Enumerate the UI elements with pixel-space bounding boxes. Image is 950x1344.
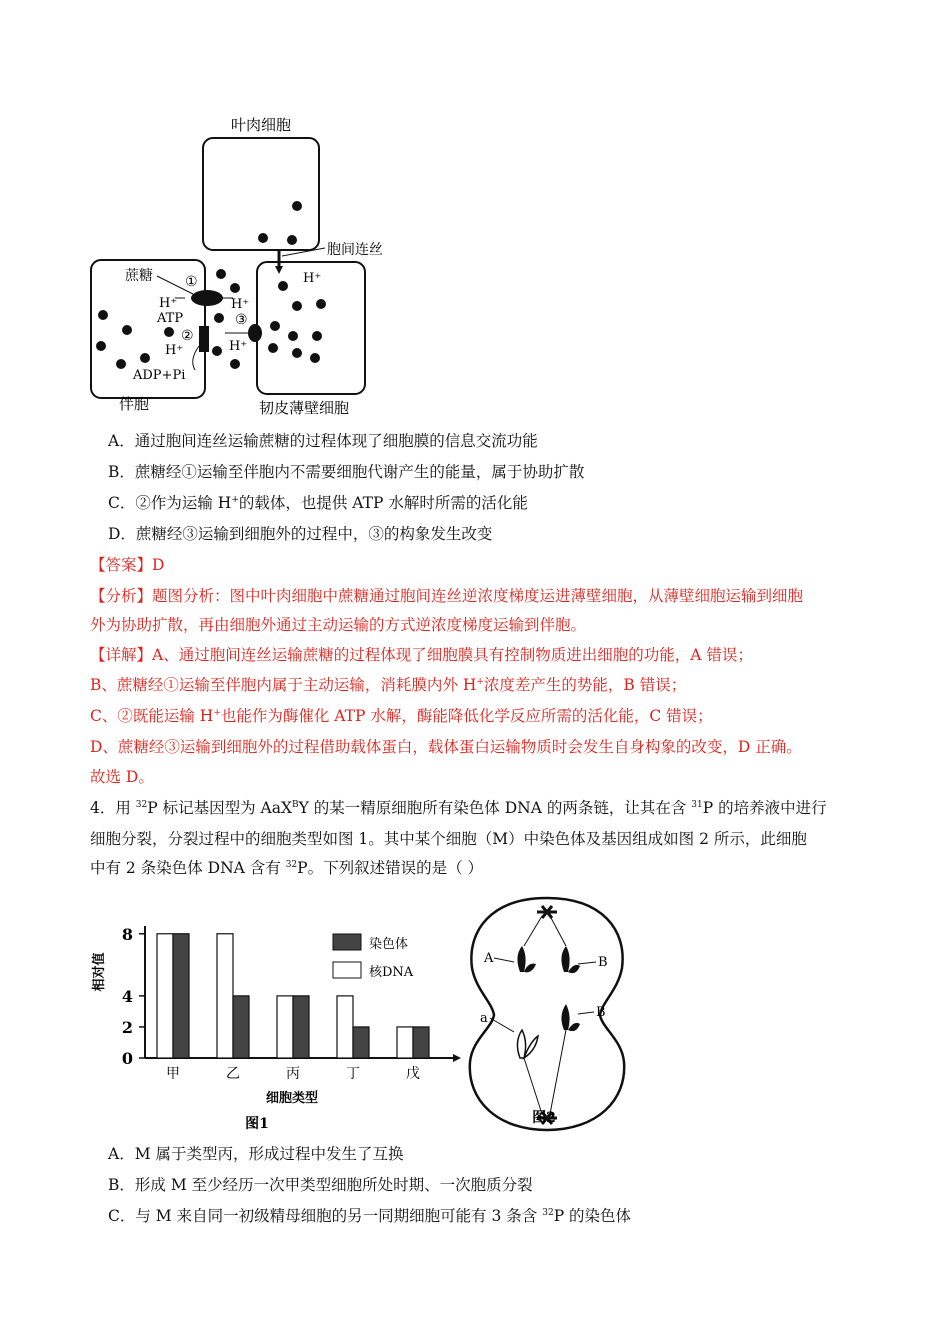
category-label: 戊	[406, 1066, 420, 1082]
sucrose-label: 蔗糖	[125, 268, 153, 284]
h-plus-2: H⁺	[165, 343, 184, 358]
y-tick-label: 0	[121, 1049, 133, 1068]
q3-detail-2: B、蔗糖经①运输至伴胞内属于主动运输，消耗膜内外 H+浓度差产生的势能，B 错误；	[90, 676, 687, 694]
q3-option-d: D．蔗糖经③运输到细胞外的过程中，③的构象发生改变	[108, 525, 493, 543]
bar-dna	[277, 996, 293, 1058]
bar-chromosome	[233, 996, 249, 1058]
q3-answer: 【答案】D	[90, 556, 165, 574]
h-plus-5: H⁺	[303, 271, 322, 286]
gene-label-B-lower: B	[596, 1005, 606, 1020]
fig2-title: 图2	[532, 1110, 556, 1126]
transport-diagram	[85, 108, 415, 420]
bar-chromosome	[413, 1027, 429, 1058]
bar-chromosome	[173, 934, 189, 1058]
bar-chromosome	[293, 996, 309, 1058]
marker-3: ③	[235, 312, 248, 328]
h-plus-4: H⁺	[229, 339, 248, 354]
bar-dna	[397, 1027, 413, 1058]
y-tick-label: 2	[121, 1017, 133, 1037]
y-axis-label: 相对值	[92, 952, 107, 992]
adp-pi-label: ADP+Pi	[133, 368, 186, 383]
mesophyll-label: 叶肉细胞	[230, 116, 292, 134]
category-label: 丁	[346, 1066, 360, 1082]
plasmodesmata-label: 胞间连丝	[327, 242, 383, 258]
x-axis-label: 细胞类型	[265, 1091, 319, 1106]
chart-title: 图1	[245, 1116, 269, 1132]
chromosome-upper-left	[517, 946, 525, 972]
q3-option-a: A．通过胞间连丝运输蔗糖的过程体现了细胞膜的信息交流功能	[108, 432, 538, 450]
marker-1: ①	[185, 274, 198, 290]
q4-option-b: B．形成 M 至少经历一次甲类型细胞所处时期、一次胞质分裂	[108, 1176, 533, 1194]
mesophyll-cell	[203, 138, 319, 250]
gene-label-a: a	[480, 1011, 488, 1026]
chromosome-upper-right	[561, 946, 569, 972]
q3-option-b: B．蔗糖经①运输至伴胞内不需要细胞代谢产生的能量，属于协助扩散	[108, 463, 585, 481]
q4-stem-3: 中有 2 条染色体 DNA 含有 $^{32}$P。下列叙述错误的是（ ）	[90, 859, 483, 877]
marker-2: ②	[181, 328, 194, 344]
category-label: 乙	[226, 1066, 240, 1082]
gene-label-B-upper: B	[598, 955, 608, 970]
legend-swatch-chromosome	[333, 934, 361, 950]
cell-type-bar-chart	[85, 912, 465, 1134]
legend-swatch-dna	[333, 962, 361, 978]
bar-dna	[337, 996, 353, 1058]
chromosome-lower-right	[561, 1004, 569, 1030]
transporter-1	[191, 290, 223, 306]
bar-chromosome	[353, 1027, 369, 1058]
y-tick-label: 4	[121, 986, 133, 1006]
q3-option-c: C．②作为运输 H+的载体，也提供 ATP 水解时所需的活化能	[108, 494, 528, 512]
atp-label: ATP	[157, 311, 184, 326]
q4-stem-1: 4．用 $^{32}$P 标记基因型为 AaX$^B$Y 的某一精原细胞所有染色体 DNA 的两条链，让其在含 $^{31}$P 的培养液中进行	[90, 799, 827, 817]
y-tick-label: 8	[121, 924, 133, 944]
q3-detail-3: C、②既能运输 H+也能作为酶催化 ATP 水解，酶能降低化学反应所需的活化能，C 错误；	[90, 707, 713, 725]
q3-conclusion: 故选 D。	[90, 768, 154, 786]
chromosome-lower-left	[517, 1030, 525, 1058]
q4-option-a: A．M 属于类型丙，形成过程中发生了互换	[108, 1145, 404, 1163]
companion-label: 伴胞	[119, 395, 150, 413]
transporter-3	[248, 324, 262, 342]
q4-option-c: C．与 M 来自同一初级精母细胞的另一同期细胞可能有 3 条含 $^{32}$P 的染色体	[108, 1207, 632, 1225]
transporter-2	[199, 326, 209, 352]
legend-label-dna: 核DNA	[369, 965, 414, 980]
q3-detail-4: D、蔗糖经③运输到细胞外的过程借助载体蛋白，载体蛋白运输物质时会发生自身构象的改变，D 正确。	[90, 738, 802, 756]
bar-dna	[217, 934, 233, 1058]
h-plus-1: H⁺	[159, 296, 178, 311]
q3-analysis-1: 【分析】题图分析：图中叶肉细胞中蔗糖通过胞间连丝逆浓度梯度运进薄壁细胞，从薄壁细胞运输到细胞	[90, 587, 804, 605]
parenchyma-label: 韧皮薄壁细胞	[259, 399, 350, 417]
cell-division-figure	[462, 890, 632, 1140]
q4-stem-2: 细胞分裂，分裂过程中的细胞类型如图 1。其中某个细胞（M）中染色体及基因组成如图 2 所示，此细胞	[90, 830, 807, 848]
bar-dna	[157, 934, 173, 1058]
category-label: 丙	[286, 1066, 300, 1082]
category-label: 甲	[166, 1066, 180, 1082]
h-plus-3: H⁺	[231, 297, 250, 312]
gene-label-A: A	[484, 951, 494, 966]
q3-analysis-2: 外为协助扩散，再由细胞外通过主动运输的方式逆浓度梯度运输到伴胞。	[90, 616, 587, 634]
legend-label-chromosome: 染色体	[369, 937, 409, 952]
q3-detail-1: 【详解】A、通过胞间连丝运输蔗糖的过程体现了细胞膜具有控制物质进出细胞的功能，A 错误；	[90, 646, 753, 664]
